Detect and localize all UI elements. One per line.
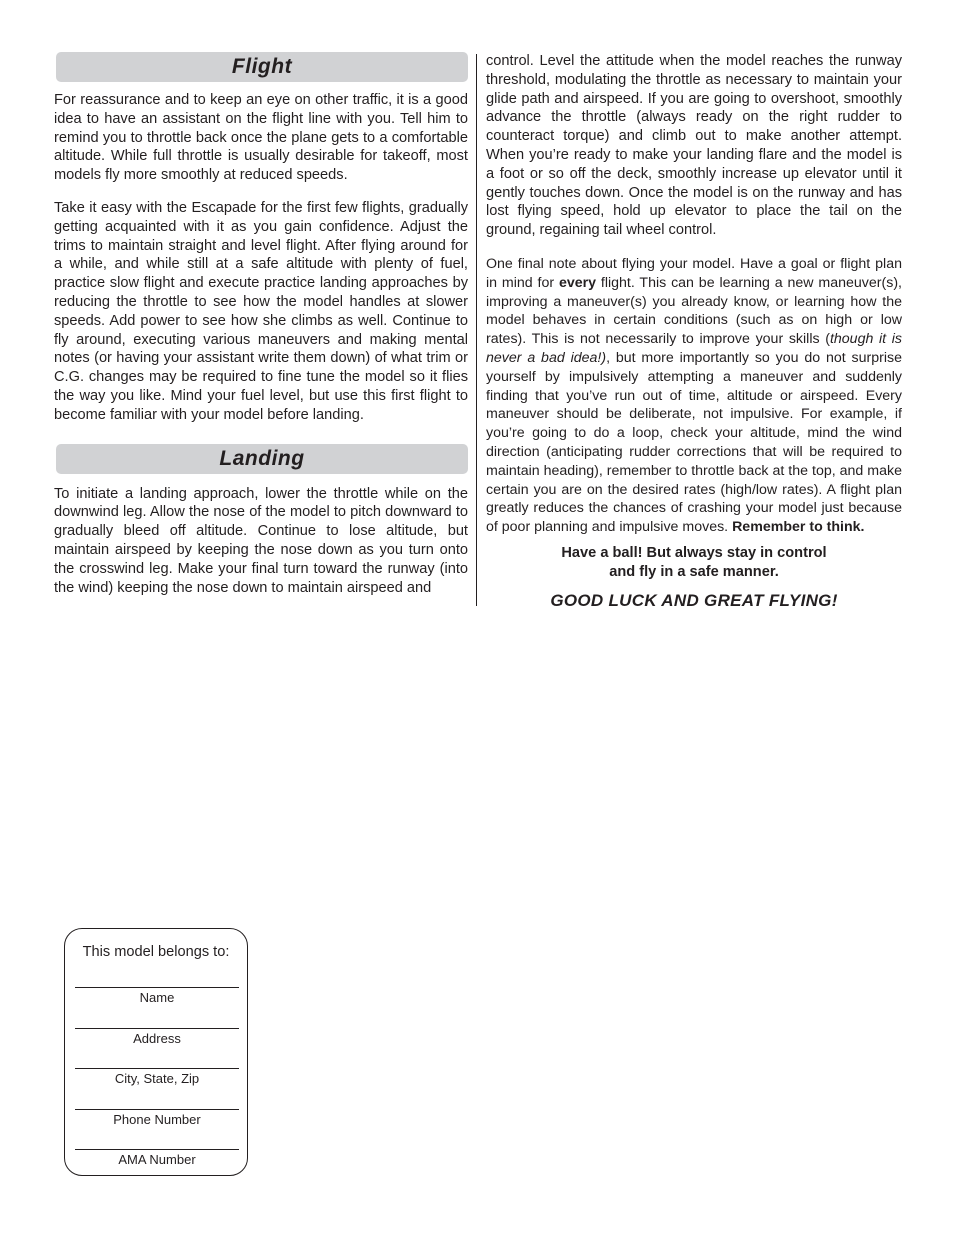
owner-field-address: Address: [75, 1028, 239, 1051]
owner-info-box: [64, 928, 248, 1176]
final-note-italic: though it is never a bad idea!): [486, 331, 902, 366]
landing-paragraph-continued: control. Level the attitude when the model reaches the runway threshold, modulating the throttle as necessary to maintain your glide path and airspeed. If you are going to overshoot, smoothly advance the throttle (always ready on the right rudder to counteract torque) and climb out to make another attempt. When you’re ready to make your landing flare and the model is a foot or so off the deck, smoothly increase up elevator until it gently touches down. Once the model is on the runway and has lost flying speed, hold up elevator to place the tail on the ground, regaining tail wheel control.: [486, 53, 902, 239]
landing-heading: Landing: [56, 444, 468, 474]
owner-field-name: Name: [75, 987, 239, 1010]
final-note-text-1: One final note about flying your model. Have a goal or flight plan in mind for: [486, 255, 902, 291]
flight-heading: Flight: [56, 52, 468, 82]
closing-line-1: Have a ball! But always stay in control: [561, 544, 827, 561]
final-note-paragraph: [486, 255, 902, 537]
final-note-text-2: flight. This can be learning a new maneuver(s), improving a maneuver(s) you already know, or learning how the model behaves in certain conditions (such as on high or low rates). This is not necessarily to improve your skills (: [486, 274, 902, 348]
final-note-text-3: , but more importantly so you do not surprise yourself by impulsively attempting a maneuver and suddenly finding that you’ve run out of time, altitude or airspeed. Every maneuver should be deliberate, not impulsive. For example, if you’re going to do a loop, check your altitude, mind the wind direction (anticipating rudder corrections that will be required to maintain heading), remember to throttle back at the top, and make certain you are on the desired rates (high/low rates). A flight plan greatly reduces the chances of crashing your model just because of poor planning and impulsive moves.: [486, 349, 903, 536]
owner-box-title: This model belongs to:: [82, 944, 230, 960]
right-column: [486, 52, 902, 611]
owner-field-ama-number: AMA Number: [75, 1149, 239, 1172]
final-note-bold-every: every: [558, 274, 597, 291]
closing-line-2: and fly in a safe manner.: [609, 563, 779, 580]
flight-paragraph-2: Take it easy with the Escapade for the first few flights, gradually getting acquainted with it as you gain confidence. Adjust the trims to maintain straight and level flight. After flying around for a while, and while still at a safe altitude with plenty of fuel, practice slow flight and execute practice landing approaches by reducing the throttle to see how the model handles at slower speeds. Add power to see how she climbs as well. Continue to fly around, executing various maneuvers and making mental notes (or having your assistant write them down) of what trim or C.G. changes may be required to fine tune the model so it flies the way you like. Mind your fuel level, but use this first flight to become familiar with your model before landing.: [54, 199, 468, 423]
landing-paragraph: To initiate a landing approach, lower the throttle while on the downwind leg. Allow the nose of the model to pitch downward to gradually bleed off altitude. Continue to lose altitude, but maintain airspeed by keeping the nose down as you turn onto the crosswind leg. Make your final turn toward the runway (into the wind) keeping the nose down to maintain airspeed and: [54, 485, 468, 596]
good-luck-banner: GOOD LUCK AND GREAT FLYING!: [550, 590, 838, 610]
final-note-bold-remember: Remember to think.: [732, 519, 865, 536]
column-divider: [476, 54, 477, 606]
owner-field-city-state-zip: City, State, Zip: [75, 1068, 239, 1091]
owner-field-phone-number: Phone Number: [75, 1109, 239, 1132]
left-column: [54, 52, 468, 597]
closing-message: [486, 544, 902, 582]
flight-paragraph-1: For reassurance and to keep an eye on other traffic, it is a good idea to have an assistant on the flight line with you. Tell him to remind you to throttle back once the plane gets to a comfortable altitude. While full throttle is usually desirable for takeoff, most models fly more smoothly at reduced speeds.: [54, 92, 468, 184]
